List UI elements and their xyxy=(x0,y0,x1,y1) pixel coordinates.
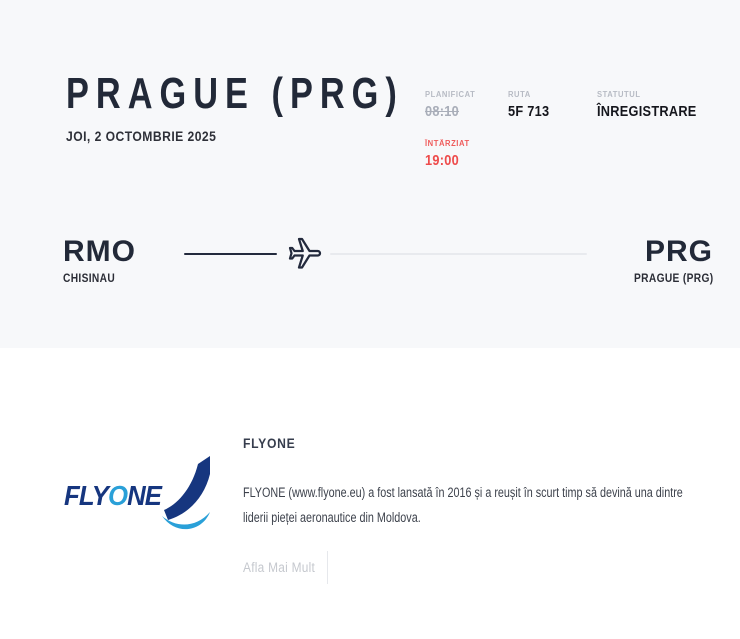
destination-code: PRG xyxy=(644,235,713,268)
flyone-logo xyxy=(64,452,214,537)
airline-description: FLYONE (www.flyone.eu) a fost lansată în 2016 și a reușit în scurt timp să devină una dintre liderii pieței aeronautice din Moldova. xyxy=(243,485,683,525)
origin-city: CHISINAU xyxy=(63,271,116,285)
planned-time-value: 08:10 xyxy=(425,104,459,120)
airline-info-section xyxy=(0,348,740,639)
delayed-label: ÎNTÂRZIAT xyxy=(425,139,470,148)
status-badge: ÎNREGISTRARE xyxy=(597,104,697,120)
route-label: RUTA xyxy=(508,90,531,99)
time-column xyxy=(425,90,508,169)
logo-arrow-icon xyxy=(160,452,218,537)
logo-wordmark xyxy=(64,480,161,512)
airline-about xyxy=(243,436,713,584)
route-progress xyxy=(63,235,713,285)
planned-time-cell xyxy=(425,90,508,120)
page-title: PRAGUE (PRG) xyxy=(66,69,404,118)
flight-details-panel xyxy=(425,90,710,169)
route-cell xyxy=(508,90,597,120)
logo-text-fly: FLY xyxy=(64,480,108,511)
airline-name-heading: FLYONE xyxy=(243,436,296,451)
status-label: STATUTUL xyxy=(597,90,641,99)
route-column xyxy=(508,90,597,169)
plane-icon xyxy=(287,236,323,272)
status-column xyxy=(597,90,710,169)
logo-text-ne: NE xyxy=(127,480,162,511)
flight-track xyxy=(184,239,587,269)
flight-number-value: 5F 713 xyxy=(508,104,550,120)
delayed-time-cell xyxy=(425,139,508,169)
destination-station xyxy=(620,235,713,285)
destination-city: PRAGUE (PRG) xyxy=(633,271,713,285)
status-cell xyxy=(597,90,710,120)
learn-more-row xyxy=(243,551,713,584)
delayed-time-value: 19:00 xyxy=(425,153,459,169)
track-remaining-line xyxy=(330,253,587,255)
logo-text-o: O xyxy=(107,480,128,511)
track-completed-line xyxy=(184,253,277,255)
flight-date: JOI, 2 OCTOMBRIE 2025 xyxy=(66,129,217,145)
learn-more-button[interactable]: Afla Mai Mult xyxy=(243,560,316,575)
origin-station xyxy=(63,235,184,285)
learn-more-divider xyxy=(327,551,328,584)
planned-label: PLANIFICAT xyxy=(425,90,476,99)
origin-code: RMO xyxy=(63,235,136,268)
